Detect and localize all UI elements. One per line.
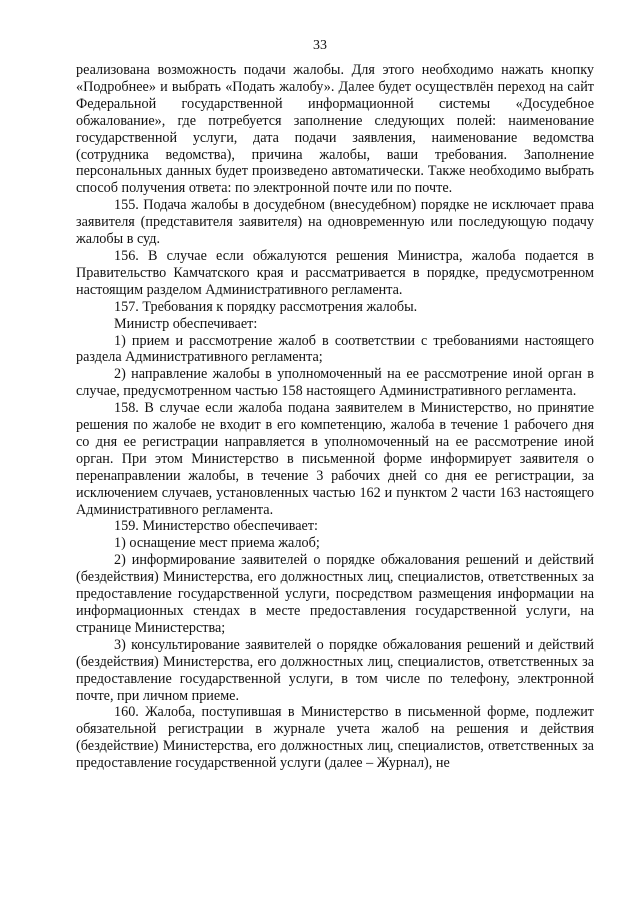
paragraph-157-item-1: 1) прием и рассмотрение жалоб в соответствии с требованиями настоящего раздела Административного регламента; xyxy=(76,332,594,366)
paragraph-159-item-2: 2) информирование заявителей о порядке обжалования решений и действий (бездействия) Министерства, его должностных лиц, специалистов, ответственных за предоставление государственной услуги, посредством размещения информации на информационных стендах в месте предоставления государственной услуги, на странице Министерства; xyxy=(76,552,594,636)
paragraph-160: 160. Жалоба, поступившая в Министерство в письменной форме, подлежит обязательной регистрации в журнале учета жалоб на решения и действия (бездействие) Министерства, его должностных лиц, специалистов, ответственных за предоставление государственной услуги (далее – Журнал), не xyxy=(76,704,594,772)
page-number: 33 xyxy=(313,38,327,53)
paragraph-159: 159. Министерство обеспечивает: xyxy=(114,518,318,535)
paragraph-155: 155. Подача жалобы в досудебном (внесудебном) порядке не исключает права заявителя (представителя заявителя) на одновременную или последующую подачу жалобы в суд. xyxy=(76,197,594,248)
paragraph-158: 158. В случае если жалоба подана заявителем в Министерство, но принятие решения по жалобе не входит в его компетенцию, жалоба в течение 1 рабочего дня со дня ее регистрации направляется в уполномоченный на ее рассмотрение иной орган. При этом Министерство в письменной форме информирует заявителя о перенаправлении жалобы, в течение 3 рабочих дней со дня ее регистрации, за исключением случаев, установленных частью 162 и пунктом 2 части 163 настоящего Административного регламента. xyxy=(76,400,594,518)
paragraph-159-item-3: 3) консультирование заявителей о порядке обжалования решений и действий (бездействия) Министерства, его должностных лиц, специалистов, ответственных за предоставление государственной услуги, в том числе по телефону, электронной почте, при личном приеме. xyxy=(76,636,594,704)
paragraph-156: 156. В случае если обжалуются решения Министра, жалоба подается в Правительство Камчатского края и рассматривается в порядке, предусмотренном настоящим разделом Административного регламента. xyxy=(76,247,594,298)
paragraph-minister-provides: Министр обеспечивает: xyxy=(114,315,258,332)
paragraph-continuation: реализована возможность подачи жалобы. Для этого необходимо нажать кнопку «Подробнее» и выбрать «Подать жалобу». Далее будет осуществлён переход на сайт Федеральной государственной информационной системы «Досудебное обжалование», где потребуется заполнение следующих полей: наименование государственной услуги, дата подачи заявления, наименование ведомства (сотрудника ведомства), причина жалобы, ваши требования. Заполнение персональных данных будет произведено автоматически. Также необходимо выбрать способ получения ответа: по электронной почте или по почте. xyxy=(76,62,594,197)
paragraph-157: 157. Требования к порядку рассмотрения жалобы. xyxy=(114,298,418,315)
document-body xyxy=(76,62,594,772)
paragraph-159-item-1: 1) оснащение мест приема жалоб; xyxy=(114,535,320,552)
paragraph-157-item-2: 2) направление жалобы в уполномоченный на ее рассмотрение иной орган в случае, предусмотренном частью 158 настоящего Административного регламента. xyxy=(76,366,594,400)
